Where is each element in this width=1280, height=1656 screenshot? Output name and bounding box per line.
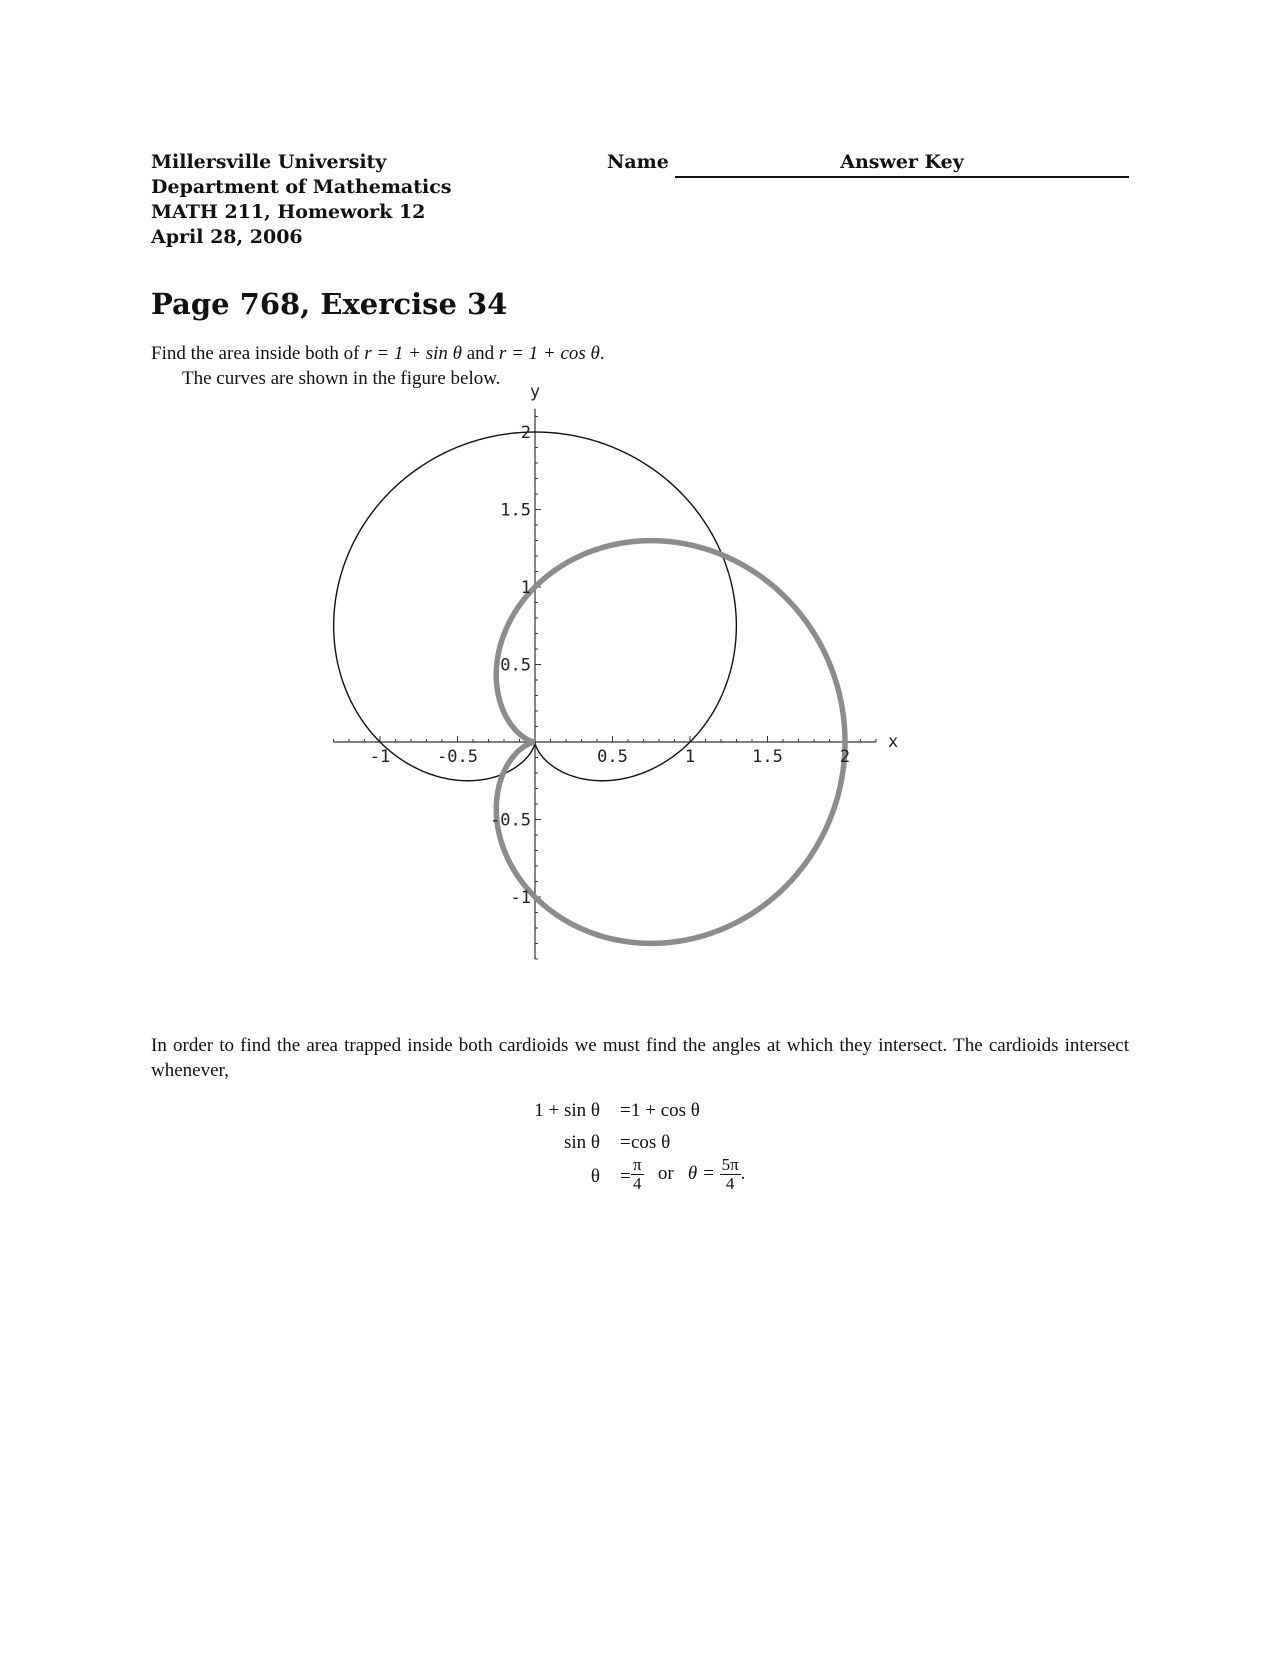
y-tick-label: -1 xyxy=(510,888,531,908)
equation-block xyxy=(470,1100,830,1210)
fraction-pi-over-4 xyxy=(631,1156,644,1193)
figure-intro: The curves are shown in the figure below. xyxy=(182,368,501,389)
problem-text-3: . xyxy=(599,343,605,364)
date: April 28, 2006 xyxy=(151,226,303,248)
theta-equals: θ = xyxy=(687,1162,715,1184)
equation-rhs: cos θ xyxy=(631,1132,671,1153)
fraction-5pi-over-4 xyxy=(720,1156,741,1193)
period: . xyxy=(740,1162,746,1184)
y-axis-label: y xyxy=(529,381,541,402)
problem-eq-1: r = 1 + sin θ xyxy=(364,343,462,364)
problem-eq-2: r = 1 + cos θ xyxy=(498,343,600,364)
equals-sign: = xyxy=(620,1132,631,1153)
x-tick-label: 0.5 xyxy=(597,747,628,767)
fraction-numerator: 5π xyxy=(721,1155,739,1174)
x-tick-label: 1.5 xyxy=(752,747,783,767)
department: Department of Mathematics xyxy=(151,176,452,198)
y-tick-label: 2 xyxy=(520,423,531,443)
y-tick-label: 1 xyxy=(520,578,531,598)
x-tick-label: 1 xyxy=(684,747,696,767)
cardioid-plot xyxy=(320,381,940,1015)
name-value: Answer Key xyxy=(840,151,964,173)
solution-intro: In order to find the area trapped inside both cardioids we must find the angles at which they intersect. The cardioids intersect whenever, xyxy=(151,1035,1129,1081)
y-tick-label: 0.5 xyxy=(500,655,531,676)
x-tick-label: -1 xyxy=(369,747,391,767)
page-title: Page 768, Exercise 34 xyxy=(151,287,508,321)
name-label: Name xyxy=(607,151,669,173)
or-text: or xyxy=(657,1162,674,1184)
x-tick-label: -0.5 xyxy=(437,747,478,767)
equals-sign: = xyxy=(620,1166,631,1187)
y-tick-label: 1.5 xyxy=(500,500,531,521)
equals-sign: = xyxy=(620,1100,631,1121)
equation-lhs: θ xyxy=(590,1166,600,1187)
problem-statement xyxy=(151,341,605,366)
equation-row xyxy=(470,1100,830,1130)
fraction-denominator: 4 xyxy=(633,1174,642,1193)
equation-lhs: sin θ xyxy=(563,1132,600,1153)
problem-text-2: and xyxy=(461,343,499,364)
problem-text-1: Find the area inside both of xyxy=(151,343,365,364)
name-underline xyxy=(675,176,1129,178)
fraction-denominator: 4 xyxy=(725,1174,735,1193)
header-block xyxy=(151,150,452,250)
x-tick-label: 2 xyxy=(839,747,851,767)
equation-rhs: 1 + cos θ xyxy=(631,1100,700,1121)
fraction-numerator: π xyxy=(633,1155,642,1174)
equation-lhs: 1 + sin θ xyxy=(534,1100,600,1121)
y-tick-label: -0.5 xyxy=(490,810,531,831)
equation-rhs xyxy=(631,1156,745,1193)
course: MATH 211, Homework 12 xyxy=(151,201,426,223)
x-axis-label: x xyxy=(888,732,899,752)
university: Millersville University xyxy=(151,151,387,173)
